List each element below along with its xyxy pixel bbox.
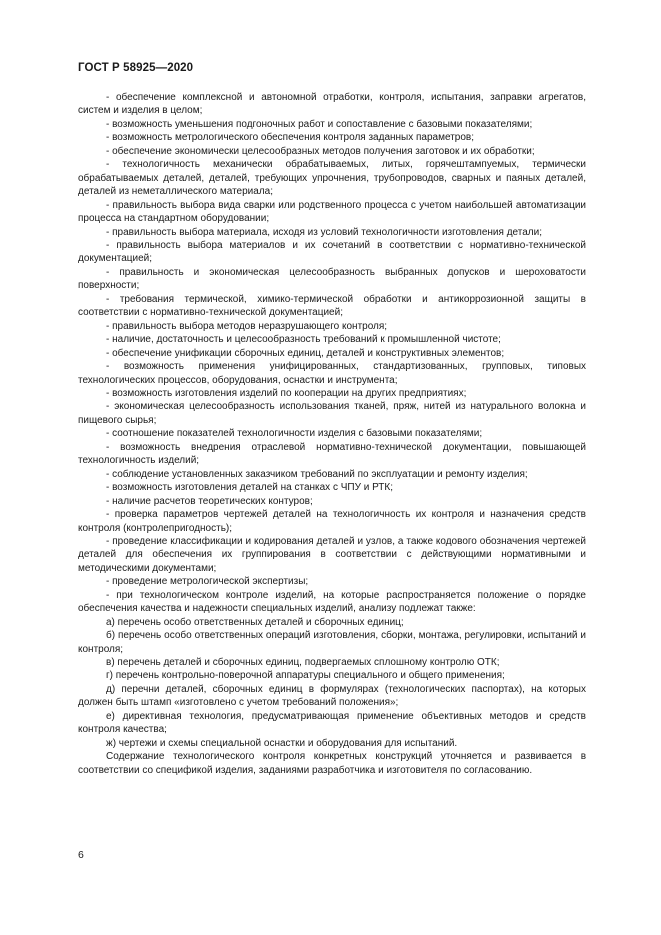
body-paragraph: - возможность метрологического обеспечения контроля заданных параметров; bbox=[106, 132, 475, 144]
body-paragraph: - обеспечение унификации сборочных единиц, деталей и конструктивных элементов; bbox=[106, 347, 505, 359]
body-paragraph: - технологичность механически обрабатываемых, литых, горячештампуемых, термически обрабатываемых деталей, деталей, требующих упрочнения, трубопроводов, сварных и паяных деталей, деталей из неметаллического материала; bbox=[78, 159, 586, 198]
document-header: ГОСТ Р 58925—2020 bbox=[78, 62, 194, 74]
body-paragraph: - обеспечение экономически целесообразных методов получения заготовок и их обработки; bbox=[106, 145, 535, 157]
body-paragraph: - наличие расчетов теоретических контуров; bbox=[106, 495, 313, 507]
body-paragraph: - возможность применения унифицированных, стандартизованных, групповых, типовых технологических процессов, оборудования, оснастки и инструмента; bbox=[78, 361, 586, 386]
body-paragraph: - наличие, достаточность и целесообразность требований к промышленной чистоте; bbox=[106, 334, 501, 346]
body-paragraph: Содержание технологического контроля конкретных конструкций уточняется и развивается в соответствии со спецификой изделия, заданиями разработчика и изготовителя по согласованию. bbox=[78, 751, 586, 776]
body-paragraph: - правильность выбора материалов и их сочетаний в соответствии с нормативно-технической документацией; bbox=[78, 239, 586, 265]
body-paragraph: ж) чертежи и схемы специальной оснастки и оборудования для испытаний. bbox=[106, 737, 458, 749]
body-paragraph: - проведение классификации и кодирования деталей и узлов, а также кодового обозначения чертежей деталей для обеспечения их группирования в соответствии с действующими нормативными и методическими документами; bbox=[78, 535, 586, 574]
body-paragraph: - экономическая целесообразность использования тканей, пряж, нитей из натурального волокна и пищевого сырья; bbox=[78, 401, 586, 426]
body-paragraph: - требования термической, химико-термической обработки и антикоррозионной защиты в соответствии с нормативно-технической документацией; bbox=[78, 293, 586, 319]
body-paragraph: - соблюдение установленных заказчиком требований по эксплуатации и ремонту изделия; bbox=[106, 468, 528, 480]
body-paragraph: - обеспечение комплексной и автономной отработки, контроля, испытания, заправки агрегатов, систем и изделия в целом; bbox=[78, 92, 586, 117]
body-paragraph: - возможность изготовления деталей на станках с ЧПУ и РТК; bbox=[106, 482, 394, 494]
body-paragraph: - правильность и экономическая целесообразность выбранных допусков и шероховатости поверхности; bbox=[78, 266, 586, 292]
body-paragraph: е) директивная технология, предусматривающая применение объективных методов и средств контроля качества; bbox=[78, 710, 586, 736]
body-paragraph: а) перечень особо ответственных деталей и сборочных единиц; bbox=[106, 616, 404, 628]
page-number: 6 bbox=[78, 849, 84, 861]
body-paragraph: - правильность выбора методов неразрушающего контроля; bbox=[106, 320, 388, 332]
body-paragraph: б) перечень особо ответственных операций изготовления, сборки, монтажа, регулировки, испытаний и контроля; bbox=[78, 630, 586, 655]
body-paragraph: д) перечни деталей, сборочных единиц в формулярах (технологических паспортах), на которых должен быть штамп «изготовлено с учетом требований положения»; bbox=[78, 683, 586, 709]
document-body bbox=[78, 91, 586, 777]
body-paragraph: - возможность изготовления изделий по кооперации на других предприятиях; bbox=[106, 387, 467, 399]
body-paragraph: - возможность внедрения отраслевой нормативно-технической документации, повышающей технологичность изделий; bbox=[78, 441, 586, 467]
body-paragraph: - при технологическом контроле изделий, на которые распространяется положение о порядке обеспечения качества и надежности специальных изделий, анализу подлежат также: bbox=[78, 589, 586, 615]
body-paragraph: - правильность выбора материала, исходя из условий технологичности изготовления детали; bbox=[106, 226, 542, 238]
body-paragraph: - правильность выбора вида сварки или родственного процесса с учетом наибольшей автоматизации процесса на стандартном оборудовании; bbox=[78, 199, 586, 225]
body-paragraph: - проверка параметров чертежей деталей на технологичность их контроля и назначения средств контроля (контролепригодность); bbox=[78, 509, 586, 534]
body-paragraph: в) перечень деталей и сборочных единиц, подвергаемых сплошному контролю ОТК; bbox=[106, 657, 500, 669]
body-paragraph: - возможность уменьшения подгоночных работ и сопоставление с базовыми показателями; bbox=[106, 118, 533, 130]
body-paragraph: - соотношение показателей технологичности изделия с базовыми показателями; bbox=[106, 428, 483, 440]
body-paragraph: - проведение метрологической экспертизы; bbox=[106, 576, 309, 588]
body-paragraph: г) перечень контрольно-поверочной аппаратуры специального и общего применения; bbox=[106, 670, 505, 682]
